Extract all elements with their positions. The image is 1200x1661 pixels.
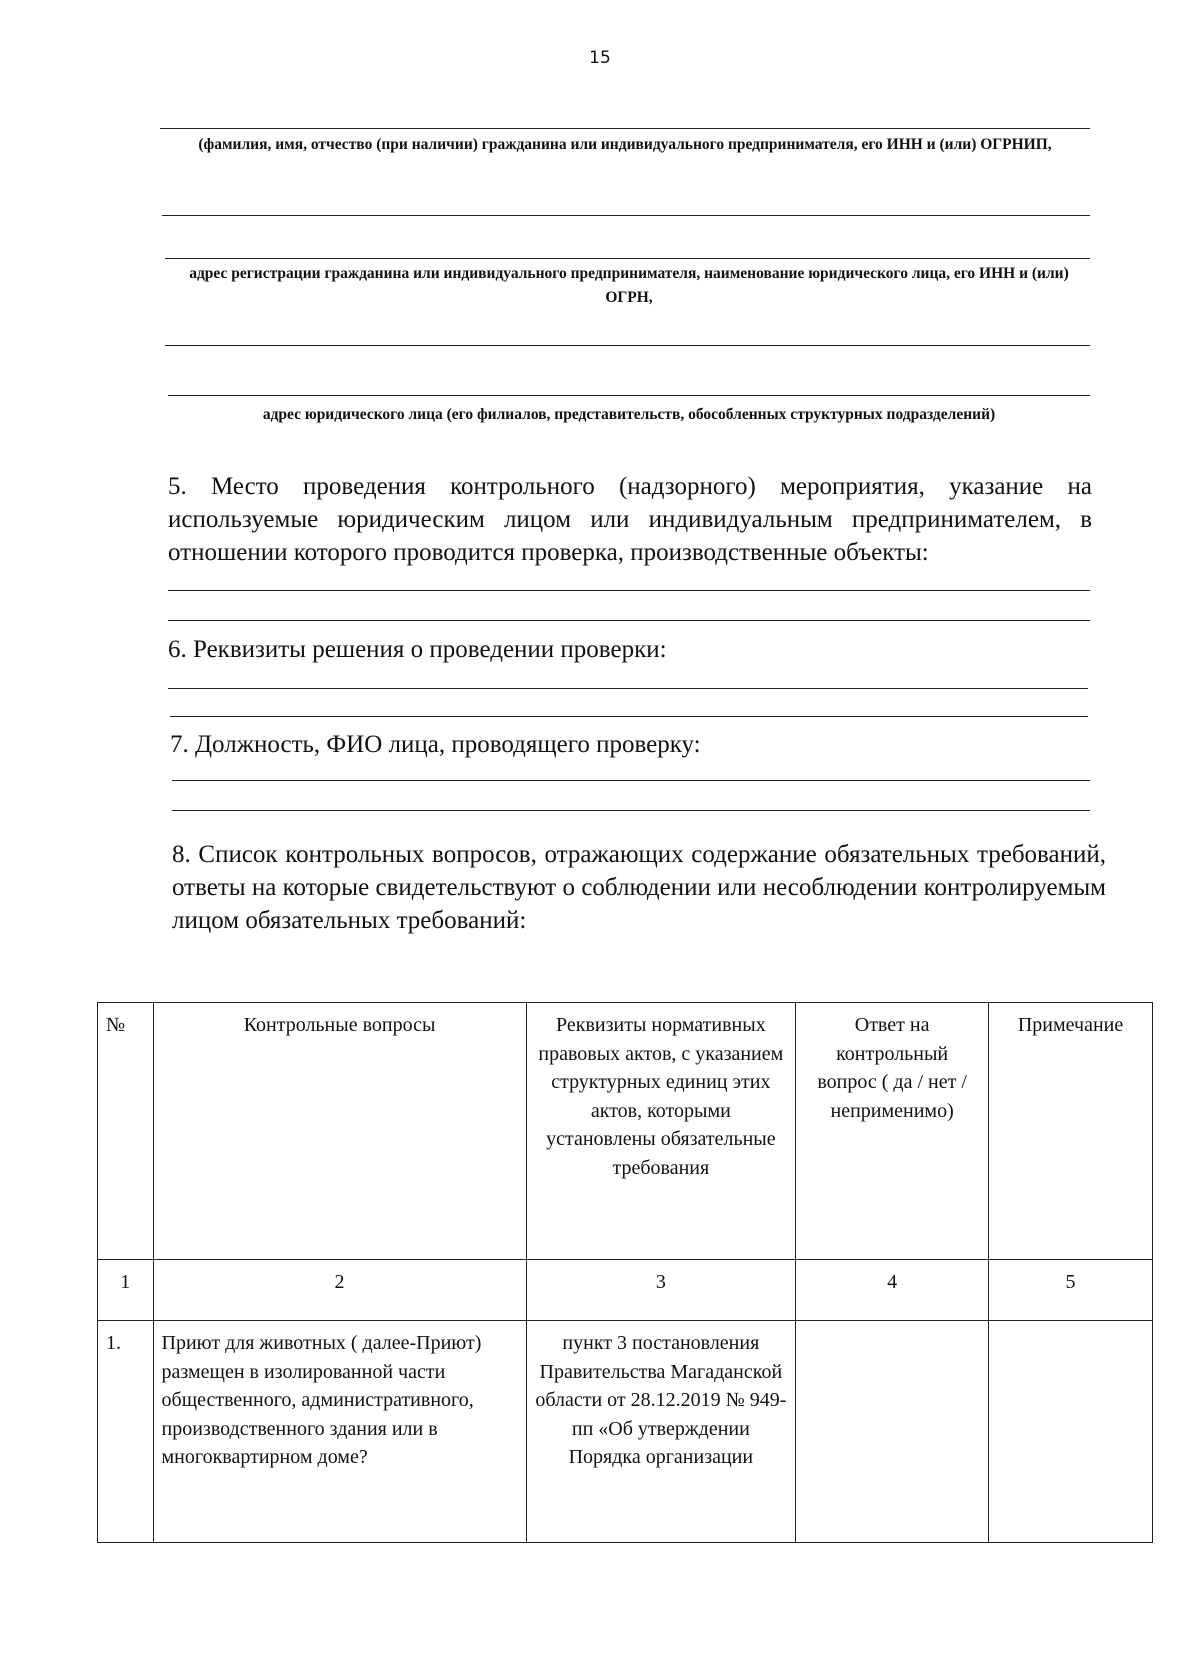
fill-line xyxy=(168,620,1090,621)
section-7-text: 7. Должность, ФИО лица, проводящего проверку: xyxy=(170,731,701,758)
column-number: 1 xyxy=(98,1260,154,1321)
table-column-numbers-row xyxy=(98,1260,1153,1321)
header-questions: Контрольные вопросы xyxy=(153,1003,526,1260)
header-requisites: Реквизиты нормативных правовых актов, с указанием структурных единиц этих актов, которыми установлены обязательные требования xyxy=(526,1003,796,1260)
fill-line xyxy=(168,688,1088,689)
fill-line xyxy=(165,345,1090,346)
table-row xyxy=(98,1321,1153,1543)
section-6-text: 6. Реквизиты решения о проведении проверки: xyxy=(168,636,667,663)
header-number: № xyxy=(98,1003,154,1260)
table-header-row xyxy=(98,1003,1153,1260)
column-number: 5 xyxy=(989,1260,1153,1321)
row-answer[interactable] xyxy=(796,1321,989,1543)
column-number: 2 xyxy=(153,1260,526,1321)
fill-line xyxy=(162,215,1090,216)
fill-line xyxy=(160,128,1090,129)
caption-address: адрес регистрации гражданина или индивидуального предпринимателя, наименование юридического лица, его ИНН и (или) ОГРН, xyxy=(189,265,1069,306)
fill-line xyxy=(170,716,1088,717)
caption-legal-address: адрес юридического лица (его филиалов, представительств, обособленных структурных подразделений) xyxy=(262,406,996,423)
row-requisites: пункт 3 постановления Правительства Магаданской области от 28.12.2019 № 949-пп «Об утверждении Порядка организации xyxy=(526,1321,796,1543)
fill-line xyxy=(168,395,1090,396)
row-question: Приют для животных ( далее-Приют) размещен в изолированной части общественного, административного, производственного здания или в многоквартирном доме? xyxy=(153,1321,526,1543)
fill-line xyxy=(165,258,1090,259)
section-5-text: 5. Место проведения контрольного (надзорного) мероприятия, указание на используемые юридическим лицом или индивидуальным предпринимателем, в отношении которого проводится проверка, производственные объекты: xyxy=(168,473,1092,566)
section-8-text: 8. Список контрольных вопросов, отражающих содержание обязательных требований, ответы на которые свидетельствуют о соблюдении или несоблюдении контролируемым лицом обязательных требований: xyxy=(172,841,1106,934)
row-note[interactable] xyxy=(989,1321,1153,1543)
header-answer: Ответ на контрольный вопрос ( да / нет / неприменимо) xyxy=(796,1003,989,1260)
row-number: 1. xyxy=(98,1321,154,1543)
header-note: Примечание xyxy=(989,1003,1153,1260)
fill-line xyxy=(172,780,1090,781)
checklist-table xyxy=(97,1002,1153,1543)
column-number: 4 xyxy=(796,1260,989,1321)
column-number: 3 xyxy=(526,1260,796,1321)
fill-line xyxy=(168,590,1090,591)
caption-person: (фамилия, имя, отчество (при наличии) гражданина или индивидуального предпринимателя, его ИНН и (или) ОГРНИП, xyxy=(198,136,1052,153)
fill-line xyxy=(172,810,1090,811)
page-number: 15 xyxy=(589,48,611,68)
